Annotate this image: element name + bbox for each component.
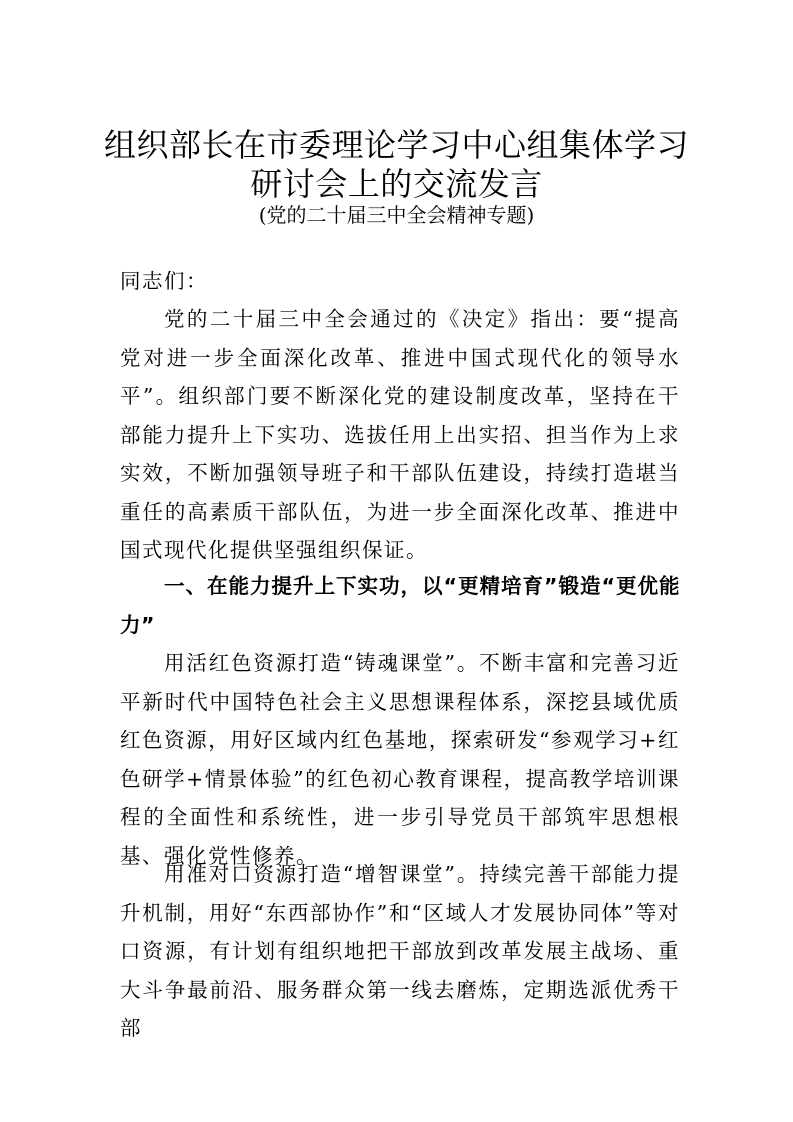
document-title-line-1: 组织部长在市委理论学习中心组集体学习 [103,126,689,164]
paragraph-red-resources: 用活红色资源打造“铸魂课堂”。不断丰富和完善习近平新时代中国特色社会主义思想课程体系，深挖县域优质红色资源，用好区域内红色基地，探索研发“参观学习+红色研学+情景体验”的红色初心教育课程，提高教学培训课程的全面性和系统性，进一步引导党员干部筑牢思想根基、强化党性修养。 [120,651,680,868]
section-heading-1: 一、在能力提升上下实功，以“更精培育”锻造“更优能力” [120,574,680,637]
document-subtitle: (党的二十届三中全会精神专题) [258,203,535,227]
paragraph-intro: 党的二十届三中全会通过的《决定》指出：要“提高党对进一步全面深化改革、推进中国式现代化的领导水平”。组织部门要不断深化党的建设制度改革，坚持在干部能力提升上下实功、选拔任用上出实招、担当作为上求实效，不断加强领导班子和干部队伍建设，持续打造堪当重任的高素质干部队伍，为进一步全面深化改革、推进中国式现代化提供坚强组织保证。 [120,307,680,562]
paragraph-counterpart-resources: 用准对口资源打造“增智课堂”。持续完善干部能力提升机制，用好“东西部协作”和“区域人才发展协同体”等对口资源，有计划有组织地把干部放到改革发展主战场、重大斗争最前沿、服务群众第一线去磨炼，定期选派优秀干部 [120,862,680,1040]
salutation: 同志们： [120,269,208,293]
document-title-line-2: 研讨会上的交流发言 [250,165,543,203]
